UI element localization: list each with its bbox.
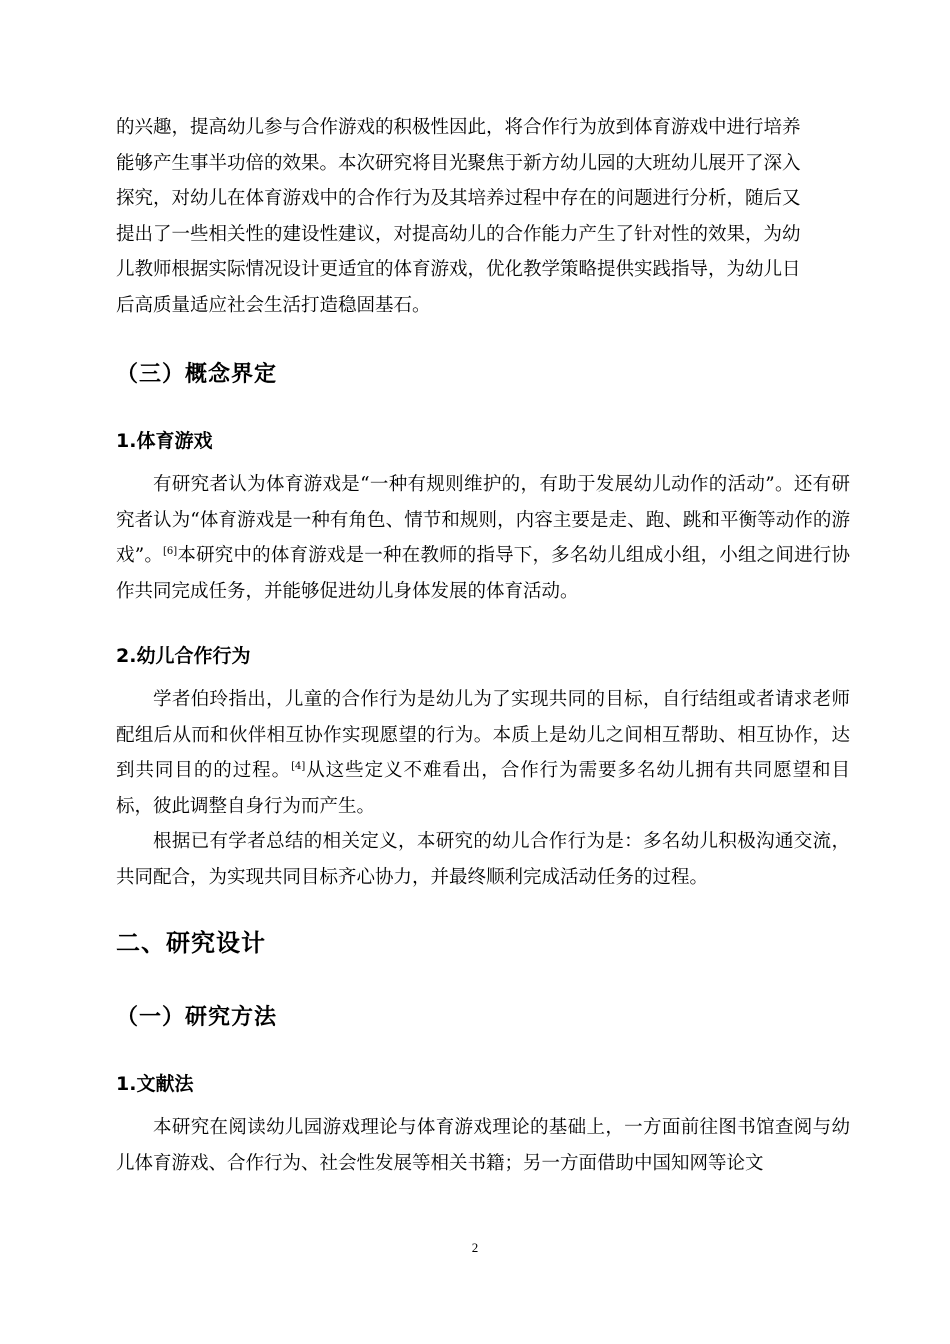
text-line: 能够产生事半功倍的效果。本次研究将目光聚焦于新方幼儿园的大班幼儿展开了深入	[116, 152, 801, 174]
paragraph-text: 有研究者认为体育游戏是“一种有规则维护的，有助于发展幼儿动作的活动”。还有研究者认为“体育游戏是一种有角色、情节和规则，内容主要是走、跑、跳和平衡等动作的游戏”。	[116, 474, 850, 566]
section-heading-concepts: （三）概念界定	[116, 362, 278, 387]
item-heading-sports-games: 1.体育游戏	[116, 430, 213, 452]
sports-games-paragraph	[116, 467, 850, 609]
paragraph-text: 从这些定义不难看出，合作行为需要多名幼儿拥有共同愿望和目标，彼此调整自身行为而产生。	[116, 760, 850, 817]
page-number: 2	[471, 1240, 479, 1255]
cooperation-paragraph-1	[116, 682, 850, 824]
text-line: 探究，对幼儿在体育游戏中的合作行为及其培养过程中存在的问题进行分析，随后又	[116, 188, 801, 209]
citation-ref: [6]	[163, 546, 178, 557]
document-page	[116, 110, 850, 1181]
text-line: 后高质量适应社会生活打造稳固基石。	[116, 294, 431, 316]
item-heading-cooperation: 2.幼儿合作行为	[116, 645, 251, 667]
chapter-heading-design: 二、研究设计	[116, 929, 266, 957]
cooperation-paragraph-2: 根据已有学者总结的相关定义，本研究的幼儿合作行为是：多名幼儿积极沟通交流，共同配合，为实现共同目标齐心协力，并最终顺利完成活动任务的过程。	[116, 831, 850, 888]
text-line: 的兴趣，提高幼儿参与合作游戏的积极性因此，将合作行为放到体育游戏中进行培养	[116, 117, 801, 138]
paragraph-text: 学者伯玲指出，儿童的合作行为是幼儿为了实现共同的目标，自行结组或者请求老师配组后从而和伙伴相互协作实现愿望的行为。本质上是幼儿之间相互帮助、相互协作，达到共同目的的过程。	[116, 689, 850, 781]
literature-paragraph: 本研究在阅读幼儿园游戏理论与体育游戏理论的基础上，一方面前往图书馆查阅与幼儿体育游戏、合作行为、社会性发展等相关书籍；另一方面借助中国知网等论文	[116, 1117, 850, 1174]
intro-paragraph	[116, 110, 850, 323]
citation-ref: [4]	[291, 761, 306, 772]
section-heading-methods: （一）研究方法	[116, 1005, 278, 1030]
text-line: 儿教师根据实际情况设计更适宜的体育游戏，优化教学策略提供实践指导，为幼儿日	[116, 259, 801, 280]
item-heading-literature: 1.文献法	[116, 1073, 194, 1095]
paragraph-text: 本研究中的体育游戏是一种在教师的指导下，多名幼儿组成小组，小组之间进行协作共同完成任务，并能够促进幼儿身体发展的体育活动。	[116, 545, 850, 602]
text-line: 提出了一些相关性的建设性建议，对提高幼儿的合作能力产生了针对性的效果，为幼	[116, 223, 801, 245]
